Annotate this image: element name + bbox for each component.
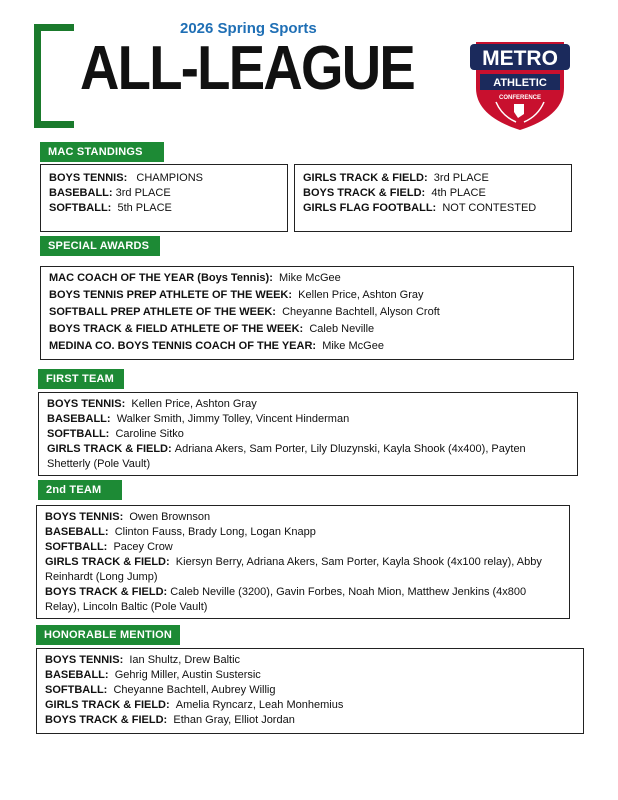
list-item: BASEBALL: Walker Smith, Jimmy Tolley, Vincent Hinderman [47,413,350,425]
list-item: SOFTBALL: Cheyanne Bachtell, Aubrey Willig [45,684,276,696]
list-item: BASEBALL: 3rd PLACE [49,187,171,199]
second-team-heading: 2nd TEAM [38,480,122,500]
logo-athletic-text: ATHLETIC [493,77,547,89]
first-team-heading: FIRST TEAM [38,369,124,389]
logo-metro-text: METRO [482,47,558,70]
list-item: BOYS TRACK & FIELD: 4th PLACE [303,187,486,199]
page-title: ALL-LEAGUE [80,34,414,103]
honorable-mention-box [36,648,584,734]
list-item: SOFTBALL: Pacey Crow [45,541,173,553]
logo-conference-text: CONFERENCE [498,95,542,101]
bracket-top-bar [34,24,74,31]
list-item: GIRLS TRACK & FIELD: Amelia Ryncarz, Leah Monhemius [45,699,344,711]
list-item: SOFTBALL PREP ATHLETE OF THE WEEK: Cheyanne Bachtell, Alyson Croft [49,306,440,318]
list-item: GIRLS FLAG FOOTBALL: NOT CONTESTED [303,202,537,214]
list-item: BOYS TRACK & FIELD: Caleb Neville (3200), Gavin Forbes, Noah Mion, Matthew Jenkins (4x800 Relay), Lincoln Baltic (Pole Vault) [45,586,527,613]
list-item: BOYS TENNIS: Kellen Price, Ashton Gray [47,398,257,410]
bracket-bottom-bar [34,121,74,128]
list-item: BOYS TENNIS: CHAMPIONS [49,172,204,184]
standings-right-box [294,164,572,232]
standings-heading: MAC STANDINGS [40,142,164,162]
second-team-box [36,505,570,619]
first-team-box [38,392,578,476]
list-item: SOFTBALL: 5th PLACE [49,202,172,214]
list-item: BASEBALL: Gehrig Miller, Austin Sustersic [45,669,261,681]
list-item: MAC COACH OF THE YEAR (Boys Tennis): Mike McGee [49,272,341,284]
list-item: GIRLS TRACK & FIELD: 3rd PLACE [303,172,489,184]
list-item: SOFTBALL: Caroline Sitko [47,428,184,440]
list-item: BOYS TRACK & FIELD: Ethan Gray, Elliot Jordan [45,714,295,726]
awards-heading: SPECIAL AWARDS [40,236,160,256]
list-item: BOYS TENNIS: Owen Brownson [45,511,211,523]
metro-athletic-conference-logo [466,36,574,132]
title-bracket [34,24,56,128]
standings-left-box [40,164,288,232]
honorable-mention-heading: HONORABLE MENTION [36,625,180,645]
list-item: BOYS TRACK & FIELD ATHLETE OF THE WEEK: Caleb Neville [49,323,375,335]
list-item: BASEBALL: Clinton Fauss, Brady Long, Logan Knapp [45,526,316,538]
page-subtitle: 2026 Spring Sports [180,20,317,37]
list-item: BOYS TENNIS: Ian Shultz, Drew Baltic [45,654,241,666]
list-item: BOYS TENNIS PREP ATHLETE OF THE WEEK: Kellen Price, Ashton Gray [49,289,424,301]
list-item: GIRLS TRACK & FIELD: Kiersyn Berry, Adriana Akers, Sam Porter, Kayla Shook (4x100 relay), Abby Reinhardt (Long Jump) [45,556,542,583]
awards-box [40,266,574,360]
list-item: MEDINA CO. BOYS TENNIS COACH OF THE YEAR: Mike McGee [49,340,384,352]
list-item: GIRLS TRACK & FIELD: Adriana Akers, Sam Porter, Lily Dluzynski, Kayla Shook (4x400), Payten Shetterly (Pole Vault) [47,443,526,470]
